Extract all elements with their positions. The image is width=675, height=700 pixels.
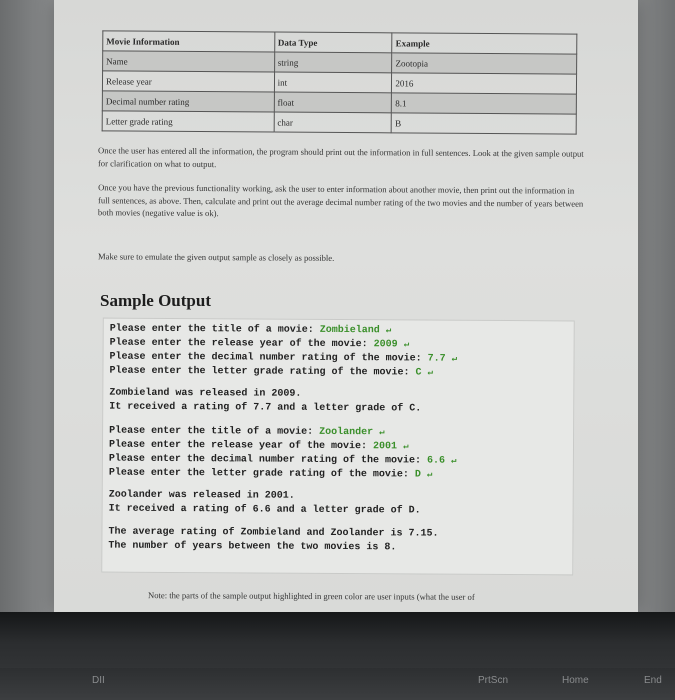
user-input: 7.7	[427, 353, 446, 365]
paragraph-second-movie: Once you have the previous functionality working, ask the user to enter information about another movie, then print out the information in full sentences, as above. Then, calculate and print out the average decimal number rating of the two movies and the number of years between both movies (negative value is ok).	[97, 182, 584, 219]
table-cell: Release year	[102, 71, 274, 92]
enter-key-icon: ↵	[385, 325, 392, 336]
movie-info-table	[102, 30, 578, 134]
output-line: Zoolander was released in 2001.	[108, 489, 295, 502]
table-cell: float	[274, 92, 392, 113]
output-line: Please enter the decimal number rating of the movie: 6.6 ↵	[108, 453, 457, 467]
output-line: Please enter the letter grade rating of the movie: D ↵	[108, 467, 433, 481]
table-header-cell: Data Type	[274, 32, 392, 53]
output-line: Please enter the decimal number rating of the movie: 7.7 ↵	[109, 351, 458, 365]
user-input: Zombieland	[319, 324, 380, 337]
output-line: Please enter the release year of the movie: 2009 ↵	[109, 337, 410, 351]
output-line: The number of years between the two movies is 8.	[108, 540, 397, 554]
table-cell: 2016	[392, 73, 577, 94]
output-line: Please enter the title of a movie: Zombieland ↵	[109, 323, 392, 337]
note-text: Note: the parts of the sample output highlighted in green color are user inputs (what the user of	[147, 590, 475, 602]
table-cell: char	[274, 112, 392, 133]
table-header-cell: Example	[392, 33, 577, 54]
user-input: 2009	[373, 339, 398, 351]
key-label: End	[644, 675, 662, 686]
enter-key-icon: ↵	[450, 455, 457, 466]
table-cell: int	[274, 72, 392, 93]
user-input: Zoolander	[319, 426, 374, 439]
user-input: 6.6	[426, 455, 446, 467]
output-line: Please enter the letter grade rating of the movie: C ↵	[109, 365, 433, 379]
table-row	[102, 111, 576, 134]
table-cell: 8.1	[392, 93, 577, 114]
output-line: Please enter the release year of the movie: 2001 ↵	[108, 439, 409, 453]
table-cell: B	[392, 113, 577, 134]
paragraph-print-info: Once the user has entered all the information, the program should print out the information in full sentences. Look at the given sample output for clarification on what to output.	[97, 145, 584, 169]
user-input: C	[415, 367, 422, 379]
key-label: PrtScn	[478, 675, 509, 686]
enter-key-icon: ↵	[451, 353, 458, 364]
key-label: Home	[562, 675, 589, 686]
enter-key-icon: ↵	[403, 339, 410, 350]
output-line: The average rating of Zombieland and Zoolander is 7.15.	[108, 526, 439, 540]
enter-key-icon: ↵	[379, 427, 385, 438]
key-label: DII	[92, 675, 105, 686]
enter-key-icon: ↵	[403, 441, 409, 452]
enter-key-icon: ↵	[426, 469, 433, 480]
table-cell: Zootopia	[392, 53, 577, 74]
output-line: Please enter the title of a movie: Zoolander ↵	[109, 425, 385, 439]
table-cell: Letter grade rating	[102, 111, 274, 132]
user-input: D	[414, 469, 421, 481]
sample-output-box	[101, 318, 575, 576]
table-cell: Name	[103, 51, 275, 72]
table-cell: Decimal number rating	[102, 91, 274, 112]
output-line: It received a rating of 6.6 and a letter grade of D.	[108, 503, 421, 517]
section-heading: Sample Output	[100, 291, 211, 310]
output-line: Zombieland was released in 2009.	[109, 387, 302, 400]
paragraph-emulate: Make sure to emulate the given output sample as closely as possible.	[97, 251, 335, 263]
table-header-cell: Movie Information	[103, 31, 275, 52]
table-cell: string	[274, 52, 392, 73]
output-line: It received a rating of 7.7 and a letter grade of C.	[109, 401, 422, 415]
user-input: 2001	[373, 441, 398, 453]
enter-key-icon: ↵	[427, 367, 433, 378]
